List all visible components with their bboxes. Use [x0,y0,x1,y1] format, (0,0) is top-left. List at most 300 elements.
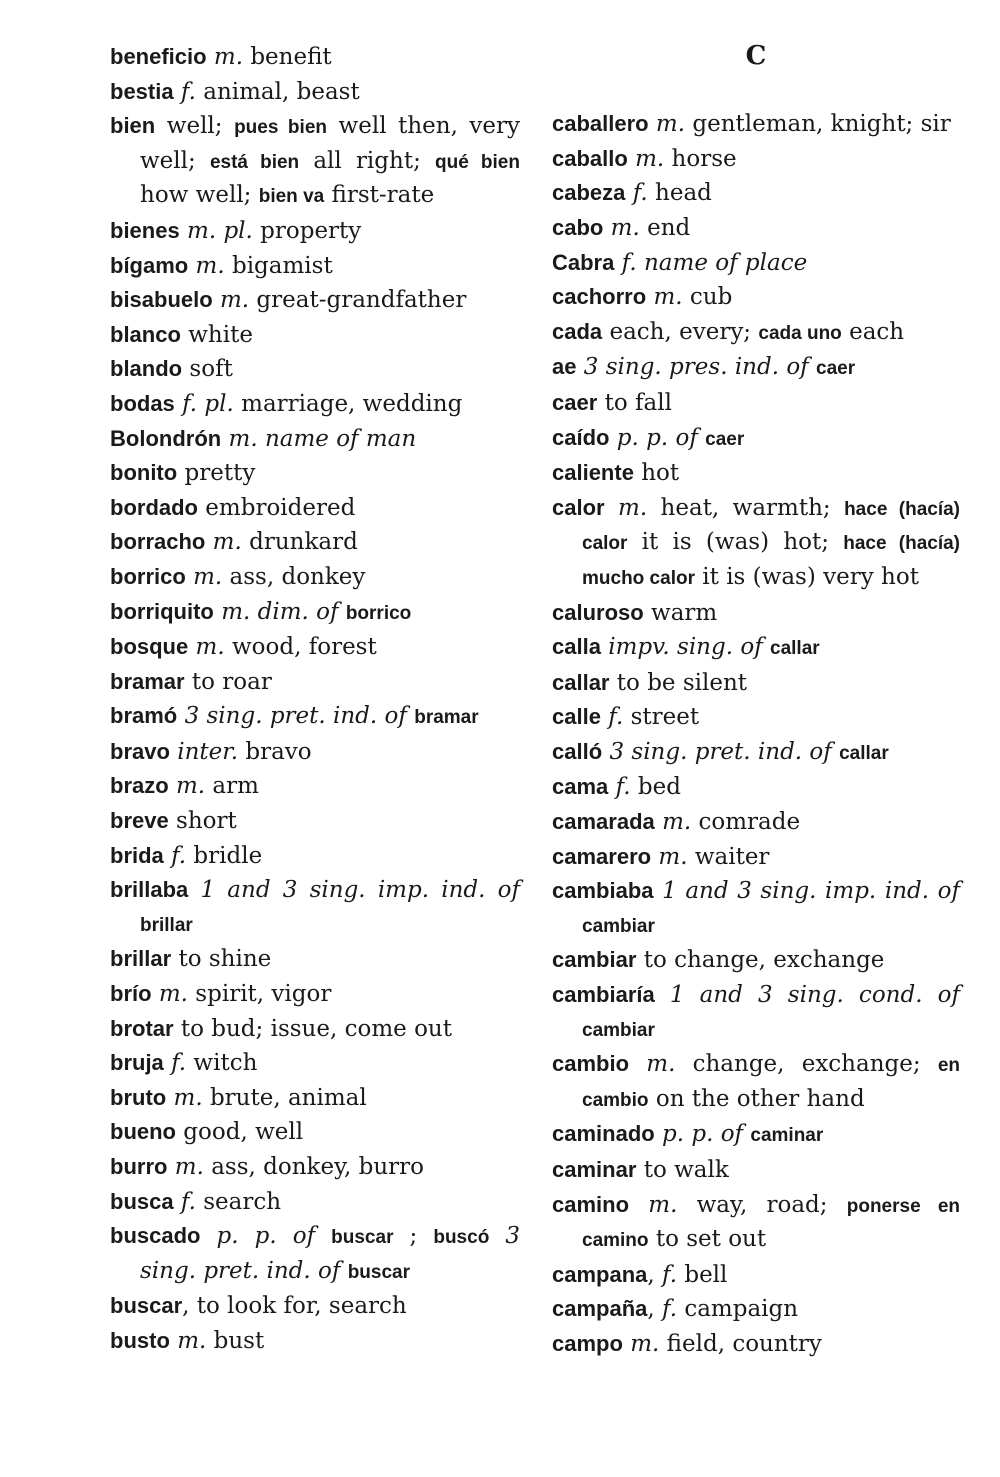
entry-headword: calle [552,704,601,730]
entry-text: spirit, vigor [188,981,332,1008]
right-entries [552,107,960,1361]
dictionary-entry [110,352,520,387]
entry-grammar: m. [212,529,242,556]
dictionary-entry [110,1219,520,1289]
dictionary-entry [110,735,520,770]
entry-headword: bueno [110,1119,176,1145]
entry-headword: buscado [110,1223,201,1249]
entry-headword: blanco [110,321,181,347]
entry-grammar: 1 and 3 sing. cond. of [669,982,961,1009]
entry-headword: caliente [552,460,634,486]
entry-headword: bosque [110,634,189,660]
entry-crossref: ponerse en camino [582,1195,961,1252]
entry-grammar: m. [195,634,225,661]
entry-text [174,79,181,105]
entry-text: bust [206,1327,265,1354]
dictionary-entry [110,109,520,214]
entry-crossref: está bien [209,151,300,173]
entry-text [608,774,615,800]
dictionary-entry [552,211,960,246]
entry-crossref: cambiar [582,1019,655,1041]
entry-headword: bien [110,113,156,139]
dictionary-entry [552,1047,960,1117]
entry-text: embroidered [198,494,356,521]
entry-text [629,1192,648,1218]
entry-headword: brotar [110,1015,174,1041]
dictionary-entry [552,1188,960,1258]
dictionary-entry [110,318,520,353]
entry-text [186,564,193,590]
entry-text: warm [643,599,718,626]
entry-headword: Bolondrón [110,425,222,451]
entry-text: bigamist [224,252,333,279]
entry-text [177,703,184,729]
entry-text: good, well [176,1119,304,1146]
entry-grammar: 1 and 3 sing. imp. ind. of [200,877,521,904]
entry-text [339,599,346,625]
entry-text [340,1258,347,1284]
entry-text: on the other hand [648,1085,865,1112]
entry-headword: cachorro [552,284,647,310]
entry-text: property [252,217,362,244]
dictionary-entry [110,1324,520,1359]
dictionary-entry [110,560,520,595]
entry-text [609,425,616,451]
dictionary-entry [110,1046,520,1081]
entry-headword: caminar [552,1157,637,1182]
entry-crossref: cada uno [758,322,842,344]
entry-grammar: f. [171,1050,187,1077]
entry-headword: campo [552,1330,623,1356]
entry-headword: borriquito [110,598,214,624]
entry-headword: caballo [552,145,628,171]
entry-headword: bruto [110,1084,167,1110]
entry-crossref: brillar [140,914,193,936]
entry-text [809,354,816,380]
entry-crossref: buscó [433,1227,490,1249]
entry-headword: cambiaría [552,982,655,1008]
entry-crossref: hace (hacía) mucho calor [582,533,960,589]
entry-text: first-rate [324,182,435,209]
entry-headword: brillar [110,946,172,972]
entry-text: arm [205,773,259,800]
entry-crossref: pues bien [234,117,327,139]
entry-crossref: caer [816,358,856,380]
entry-text [576,354,583,380]
dictionary-entry [110,1115,520,1150]
dictionary-entry [552,142,960,177]
entry-text [221,426,228,452]
dictionary-entry [110,525,520,560]
entry-text [166,1085,173,1111]
entry-headword: breve [110,808,169,834]
entry-crossref: qué bien [435,151,520,173]
dictionary-entry [552,280,960,315]
dictionary-entry [552,315,960,351]
entry-text: bell [677,1261,728,1288]
entry-text: each, every; [602,318,759,345]
entry-grammar: 3 sing. pret. ind. of [184,703,407,730]
entry-text [188,253,195,279]
entry-text: to change, exchange [636,947,885,974]
dictionary-entry [552,1117,960,1153]
entry-text: bridle [186,842,263,869]
entry-headword: campana [552,1261,648,1287]
entry-crossref: caer [705,428,745,450]
dictionary-entry [110,1150,520,1185]
dictionary-entry [110,942,520,977]
entry-headword: camarero [552,843,652,869]
entry-text: benefit [243,44,332,70]
entry-crossref: hace (hacía) calor [582,498,961,555]
dictionary-entry [110,40,520,75]
entry-grammar: m. [655,111,686,138]
entry-headword: cambio [552,1051,630,1077]
dictionary-entry [552,840,960,875]
entry-text [188,634,195,660]
entry-text [655,1121,662,1147]
entry-text [174,1189,181,1215]
entry-grammar: m. [220,287,250,314]
entry-headword: bisabuelo [110,287,213,313]
entry-text: comrade [691,809,801,836]
entry-grammar: m. [195,252,225,279]
dictionary-entry [110,630,520,665]
entry-grammar: f. [180,1188,196,1215]
entry-headword: camarada [552,809,655,835]
dictionary-entry [552,456,960,491]
entry-grammar: f. [632,180,648,207]
entry-crossref: callar [770,638,820,660]
entry-text [603,215,610,241]
entry-grammar: m. [158,981,188,1008]
dictionary-entry [552,805,960,840]
entry-text: to bud; issue, come out [173,1015,452,1042]
entry-text: search [195,1188,282,1215]
entry-grammar: m. [630,1330,660,1357]
entry-text: head [647,180,712,207]
entry-text [654,878,663,904]
dictionary-entry [110,595,520,631]
entry-crossref: buscar [331,1227,394,1249]
entry-text: it is (was) hot; [627,529,844,556]
entry-text: bed [630,774,681,801]
entry-headword: bramar [110,668,185,694]
section-letter-heading: C [745,41,767,71]
dictionary-entry [552,700,960,735]
dictionary-entry [552,978,960,1047]
entry-grammar: m. [193,563,223,590]
entry-headword: cabo [552,214,604,240]
entry-grammar: m. [610,214,640,241]
entry-headword: borrico [110,563,186,589]
entry-text [832,739,839,765]
entry-grammar: f. [171,842,187,869]
entry-grammar: m. [658,843,688,870]
entry-text [763,634,770,660]
entry-text: campaign [677,1296,799,1323]
entry-text [152,981,159,1007]
entry-text [489,1223,505,1249]
entry-headword: borracho [110,529,206,555]
entry-grammar: p. p. of [616,424,698,451]
entry-grammar: m. name of man [228,425,417,452]
entry-text: to roar [184,668,272,695]
entry-text: , to look for, search [182,1293,407,1320]
entry-grammar: f. pl. [182,390,234,417]
entry-headword: brida [110,842,164,868]
entry-text: gentleman, knight; sir [685,111,951,138]
entry-text: drunkard [241,529,358,556]
dictionary-entry [552,1292,960,1327]
dictionary-entry [552,491,960,596]
entry-text: field, country [659,1330,822,1357]
dictionary-entry [110,422,520,457]
entry-text: to fall [597,389,672,416]
dictionary-entry [110,769,520,804]
entry-grammar: m. pl. [187,217,253,244]
dictionary-entry [110,1012,520,1047]
entry-headword: bravo [110,738,170,764]
dictionary-entry [110,1185,520,1220]
entry-headword: bígamo [110,252,189,278]
entry-grammar: m. [646,1051,676,1078]
entry-headword: camino [552,1191,630,1217]
entry-grammar: 3 sing. pres. ind. of [583,354,809,381]
entry-headword: beneficio [110,44,207,69]
dictionary-entry [552,596,960,631]
entry-text [629,1051,646,1077]
entry-text [207,44,214,70]
entry-text: to walk [636,1157,729,1183]
entry-headword: calla [552,634,601,660]
entry-text: to be silent [609,669,748,696]
entry-text: change, exchange; [675,1051,938,1078]
entry-text: marriage, wedding [233,390,463,417]
entry-headword: brío [110,981,152,1007]
dictionary-entry [552,735,960,771]
entry-crossref: cambiar [582,915,655,937]
entry-grammar: m. [635,145,665,172]
entry-headword: calor [552,494,605,520]
entry-text: white [180,321,253,348]
entry-text: horse [664,145,737,172]
entry-headword: Cabra [552,249,615,275]
entry-headword: busca [110,1188,174,1214]
entry-crossref: en cambio [582,1055,961,1111]
dictionary-entry [110,665,520,700]
entry-text: , [647,1296,663,1323]
entry-text [213,287,220,313]
entry-grammar: p. p. of [216,1223,316,1250]
entry-crossref: buscar [347,1261,411,1283]
entry-grammar: m. dim. of [221,598,339,625]
entry-grammar: m. [653,284,683,311]
entry-grammar: m. [648,1191,678,1218]
entry-text: ass, donkey, burro [203,1154,425,1180]
entry-crossref: callar [839,742,889,764]
entry-text: all right; [299,147,435,174]
entry-text: ass, donkey [222,563,366,590]
dictionary-entry [552,107,960,142]
entry-text [625,180,632,206]
entry-text: short [168,808,237,835]
dictionary-entry [552,386,960,421]
entry-headword: callar [552,669,610,695]
entry-text: brute, animal [202,1084,367,1111]
entry-text [164,843,171,869]
entry-headword: caminado [552,1121,655,1147]
entry-headword: brazo [110,773,169,799]
entry-text: to set out [648,1226,767,1253]
entry-headword: busto [110,1327,170,1353]
entry-grammar: m. [618,494,648,521]
entry-grammar: p. p. of [662,1121,744,1148]
dictionary-entry [552,1153,960,1188]
dictionary-entry [110,456,520,491]
entry-headword: caluroso [552,599,644,625]
entry-text [614,250,621,276]
entry-grammar: 1 and 3 sing. imp. ind. of [662,878,961,905]
entry-headword: burro [110,1154,168,1179]
entry-grammar: f. [180,78,196,105]
entry-grammar: f. [662,1296,678,1323]
entry-text: well; [155,113,235,140]
entry-text [164,1050,171,1076]
entry-text: heat, warmth; [647,494,845,521]
entry-grammar: m. [213,44,244,70]
entry-text: waiter [687,843,770,870]
dictionary-entry [552,630,960,666]
entry-grammar: f. [662,1261,678,1288]
entry-headword: brillaba [110,877,189,903]
entry-headword: bienes [110,217,180,243]
entry-headword: buscar [110,1293,183,1319]
entry-headword: bruja [110,1050,164,1076]
entry-crossref: borrico [345,602,412,624]
dictionary-entry [110,873,520,942]
entry-text: witch [186,1050,258,1077]
dictionary-entry [110,1081,520,1116]
dictionary-entry [552,666,960,701]
entry-headword: calló [552,738,603,764]
entry-text [205,529,212,555]
entry-text: bravo [238,738,312,765]
entry-text: , [647,1261,663,1288]
entry-text: soft [182,356,233,383]
entry-headword: bestia [110,78,174,104]
entry-text: cub [682,284,733,311]
entry-text: great-grandfather [249,287,467,314]
entry-text [649,111,656,137]
dictionary-entry [552,770,960,805]
entry-grammar: m. [177,1327,207,1354]
dictionary-entry [110,283,520,318]
entry-text [175,391,182,417]
dictionary-entry [110,214,520,249]
dictionary-entry [110,699,520,735]
dictionary-entry [552,874,960,943]
entry-grammar: 3 sing. pret. ind. of [140,1223,520,1284]
entry-crossref: bien va [258,186,325,208]
dictionary-entry [552,246,960,281]
entry-grammar: f. [608,704,624,731]
entry-grammar: f. name of place [621,249,808,276]
entry-text: way, road; [677,1191,847,1218]
entry-text [188,877,200,903]
entry-text [200,1223,216,1249]
entry-text: well then, very well; [140,113,521,174]
entry-crossref: caminar [750,1125,824,1147]
entry-text [315,1223,331,1249]
dictionary-entry [110,249,520,284]
entry-headword: caer [552,389,598,415]
dictionary-entry [110,804,520,839]
entry-grammar: m. [173,1084,203,1111]
entry-text: pretty [177,460,256,487]
dictionary-entry [552,421,960,457]
entry-text [605,495,618,521]
entry-text [655,982,670,1008]
entry-headword: cambiaba [552,878,654,904]
entry-text: it is (was) very hot [694,563,919,590]
entry-text: ; [393,1223,434,1250]
entry-headword: ae [552,354,577,380]
entry-text: to shine [171,946,272,973]
dictionary-entry [552,350,960,386]
entry-grammar: m. [174,1154,204,1180]
entry-text [167,1154,174,1180]
entry-headword: blando [110,356,183,382]
entry-text [180,218,187,244]
dictionary-entry [552,943,960,978]
entry-grammar: inter. [177,738,239,765]
dictionary-entry [552,1258,960,1293]
entry-headword: bordado [110,494,198,520]
dictionary-entry [110,839,520,874]
entry-headword: bodas [110,390,175,416]
right-column [552,40,960,1362]
entry-text: end [639,214,691,241]
dictionary-entry [110,1289,520,1324]
entry-grammar: m. [662,809,692,836]
entry-text: each [841,318,905,345]
entry-text [169,773,176,799]
entry-text: animal, beast [195,78,360,105]
entry-text: street [623,704,700,731]
entry-headword: caído [552,424,610,450]
entry-headword: cambiar [552,947,637,973]
entry-grammar: m. [176,773,206,800]
dictionary-entry [110,387,520,422]
entry-text: wood, forest [224,634,377,661]
entry-headword: bonito [110,460,178,486]
dictionary-entry [110,75,520,110]
entry-grammar: f. [615,774,631,801]
entry-text [655,809,662,835]
entry-text: how well; [140,182,259,209]
entry-headword: cada [552,318,603,344]
left-column [110,40,520,1359]
entry-headword: caballero [552,111,649,137]
entry-grammar: impv. sing. of [608,634,763,661]
entry-headword: campaña [552,1296,648,1322]
entry-headword: cabeza [552,180,626,206]
dictionary-entry [552,176,960,211]
dictionary-entry [110,491,520,526]
entry-headword: cama [552,774,609,800]
dictionary-entry [110,977,520,1012]
